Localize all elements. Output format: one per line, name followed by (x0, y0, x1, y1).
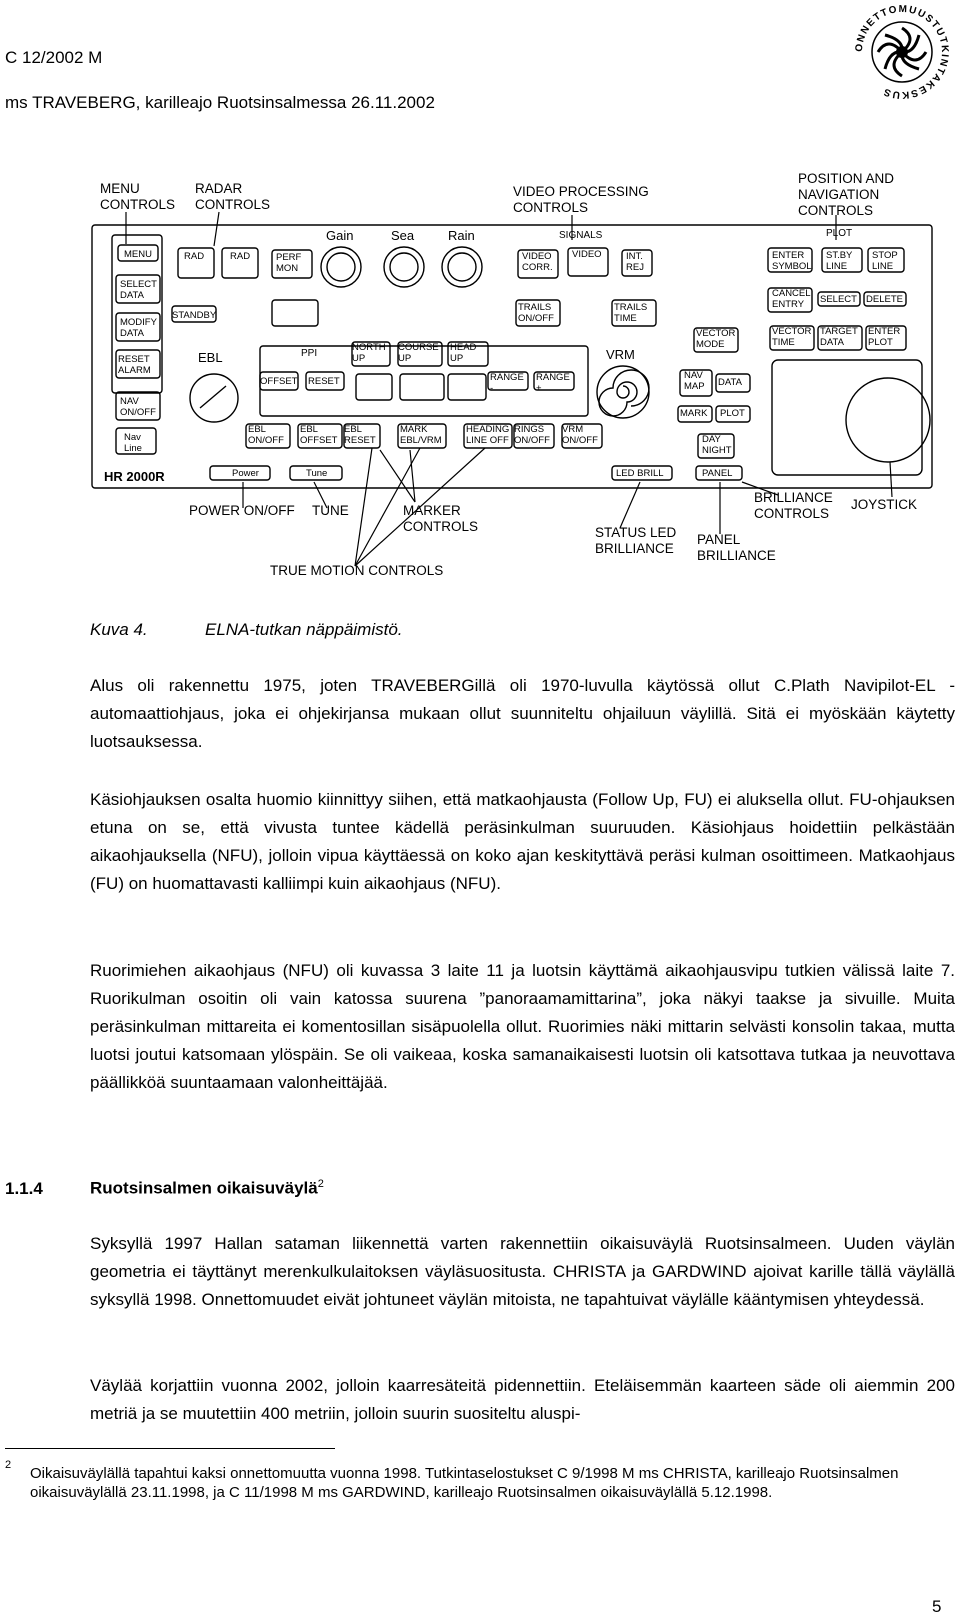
footnote-separator (5, 1448, 335, 1449)
nav-line-button-label: Line (124, 443, 142, 454)
perf-mon-button-label: MON (276, 263, 299, 274)
north-up-button-label: UP (352, 353, 366, 364)
brilliance-controls-callout: BRILLIANCE (754, 490, 833, 505)
position-navigation-callout: CONTROLS (798, 203, 874, 218)
marker-controls-callout: MARKER (403, 503, 461, 518)
power-onoff-callout: POWER ON/OFF (189, 503, 295, 518)
nav-onoff-button-label: NAV (120, 396, 139, 407)
heading-line-off-button-label: HEADING (466, 424, 510, 435)
int-rej-button-label: INT. (626, 251, 643, 262)
logo-ring-text: ONNETTOMUUSTUTKINTAKESKUS (853, 3, 951, 101)
nav-map-button-label: MAP (684, 381, 705, 392)
gain-knob-inner (327, 253, 355, 281)
rad1-button-label: RAD (184, 251, 205, 262)
ebl-label: EBL (198, 350, 223, 365)
section-title: Ruotsinsalmen oikaisuväylä (90, 1178, 318, 1198)
ppi-label: PPI (301, 348, 318, 359)
page-number: 5 (932, 1597, 942, 1616)
brilliance-controls-callout: CONTROLS (754, 506, 830, 521)
vector-mode-button-label: MODE (696, 339, 725, 350)
reset-button-label: RESET (308, 376, 340, 387)
joystick-housing (772, 360, 922, 475)
panel-brilliance-callout: BRILLIANCE (697, 548, 776, 563)
head-up-button-label: HEAD (450, 342, 477, 353)
section-heading (5, 1178, 324, 1199)
radar-controls-callout: RADAR (195, 181, 243, 196)
modify-data-button-label: MODIFY (120, 317, 157, 328)
perf-mon-button-label: PERF (276, 252, 302, 263)
plot-btn-button-label: PLOT (720, 408, 745, 419)
ebl-onoff-button-label: ON/OFF (248, 435, 284, 446)
head-up-button-label: UP (450, 353, 464, 364)
leader-line-12 (890, 462, 892, 497)
paragraph-fairway: Syksyllä 1997 Hallan sataman liikennettä varten rakennettiin oikaisuväylä Ruotsinsalmeen. Uuden väylän geometria ei täyttänyt merenkulkulaitoksen väyläsuositusta. CHRISTA ja GARDWIND ajoivat karille tällä väylällä syksyllä 1998. Onnettomuudet eivät johtuneet väylän mitoista, ne tapahtuivat väylälle kääntymisen yhteydessä. (90, 1234, 955, 1309)
nav-onoff-button-label: ON/OFF (120, 407, 156, 418)
caption-number: Kuva 4. (90, 620, 148, 639)
footnote-text: Oikaisuväylällä tapahtui kaksi onnettomuutta vuonna 1998. Tutkintaselostukset C 9/1998 M ms CHRISTA, karilleajo Ruotsinsalmen oikaisuväylällä 23.11.1998, ja C 11/1998 M ms GARDWIND, karilleajo Ruotsinsalmen oikaisuväylällä 5.12.1998. (30, 1465, 899, 1501)
paragraph-autopilot: Alus oli rakennettu 1975, joten TRAVEBERGillä oli 1970-luvulla käytössä ollut C.Plath Navipilot-EL -automaattiohjaus, joka ei ohjekirjansa mukaan ollut suunniteltu ohjailuun väylillä. Sitä ei myöskään käytetty luotsauksessa. (90, 676, 955, 751)
reset-alarm-button-label: ALARM (118, 365, 151, 376)
nav-line-button-label: Nav (124, 432, 141, 443)
trails-onoff-button-label: TRAILS (518, 302, 552, 313)
sea-label: Sea (391, 228, 415, 243)
section-number: 1.1.4 (5, 1178, 43, 1198)
signals-label: SIGNALS (559, 230, 603, 241)
paragraph-correction: Väylää korjattiin vuonna 2002, jolloin kaarresäteitä pidennettiin. Eteläisemmän kaarteen säde oli aiemmin 200 metriä ja se muutettiin 400 metriin, jolloin suurin suositeltu aluspi- (90, 1376, 955, 1423)
panel-brilliance-callout: PANEL (697, 532, 741, 547)
mark-button-label: MARK (680, 408, 708, 419)
tune-button-label: Tune (306, 468, 328, 479)
day-night-button-label: DAY (702, 434, 721, 445)
rings-onoff-button-label: RINGS (514, 424, 545, 435)
modify-data-button-label: DATA (120, 328, 144, 339)
status-led-callout: BRILLIANCE (595, 541, 674, 556)
enter-plot-button-label: ENTER (868, 326, 901, 337)
int-rej-button-label: REJ (626, 262, 644, 273)
joystick-callout: JOYSTICK (851, 497, 918, 512)
document-subtitle: ms TRAVEBERG, karilleajo Ruotsinsalmessa 26.11.2002 (5, 93, 435, 112)
status-led-callout: STATUS LED (595, 525, 677, 540)
gain-label: Gain (326, 228, 354, 243)
tune-callout: TUNE (312, 503, 349, 518)
ebl-offset-button-label: EBL (300, 424, 318, 435)
trails-time-button-label: TIME (614, 313, 637, 324)
document-code: C 12/2002 M (5, 48, 103, 67)
vrm-onoff-button-label: ON/OFF (562, 435, 598, 446)
range-minus-button-label: - (490, 383, 494, 394)
course-up-button-label: UP (398, 353, 412, 364)
trails-onoff-button-label: ON/OFF (518, 313, 554, 324)
select-data-button-label: DATA (120, 290, 144, 301)
ebl-offset-button-label: OFFSET (300, 435, 338, 446)
leader-line-13 (355, 448, 372, 566)
range-minus-button-label: RANGE (490, 372, 524, 383)
select-data-button-label: SELECT (120, 279, 157, 290)
rain-label: Rain (448, 228, 475, 243)
cancel-entry-button-label: CANCEL (772, 288, 811, 299)
blank-key-1[interactable] (356, 374, 392, 400)
course-up-button-label: COURSE (398, 342, 439, 353)
footnote-reference: 2 (317, 1178, 324, 1190)
mark-ebl-vrm-button-label: EBL/VRM (400, 435, 442, 446)
select-button-label: SELECT (820, 294, 857, 305)
enter-symbol-button-label: SYMBOL (772, 261, 812, 272)
video-button-label: VIDEO (572, 249, 602, 260)
true-motion-callout: TRUE MOTION CONTROLS (270, 563, 444, 578)
blank-key-2[interactable] (400, 374, 444, 400)
figure-caption (90, 620, 403, 640)
rings-onoff-button-label: ON/OFF (514, 435, 550, 446)
plot-label: PLOT (826, 228, 853, 239)
target-data-button-label: TARGET (820, 326, 858, 337)
paragraph-hand-steering: Käsiohjauksen osalta huomio kiinnittyy siihen, että matkaohjausta (Follow Up, FU) ei aluksella ollut. FU-ohjauksen etuna on se, että vivusta tuntee kädellä peräsinkulman suuruuden. Käsiohjaus hoidettiin pelkästään aikaohjauksella (NFU), jolloin vipua käyttäessä on koko ajan keskityttävä peräsi kulman osoittimeen. Matkaohjaus (FU) on huomattavasti kalliimpi kuin aikaohjaus (NFU). (90, 790, 955, 893)
delete-button-label: DELETE (866, 294, 903, 305)
stby-line-button-label: ST.BY (826, 250, 853, 261)
standby-button-label: STANDBY (172, 310, 217, 321)
video-corr-button-label: CORR. (522, 262, 553, 273)
sea-knob-inner (390, 253, 418, 281)
marker-controls-callout: CONTROLS (403, 519, 479, 534)
stby-line-button-label: LINE (826, 261, 848, 272)
vrm-knob-spiral (599, 370, 649, 416)
radar-controls-callout: CONTROLS (195, 197, 271, 212)
panel-button-label: PANEL (702, 468, 733, 479)
model-label: HR 2000R (104, 469, 165, 484)
range-plus-button-label: RANGE (536, 372, 570, 383)
ebl-knob-pointer (200, 386, 226, 408)
leader-line-9 (620, 482, 640, 528)
target-data-button-label: DATA (820, 337, 844, 348)
radar-keyboard-figure (0, 0, 960, 620)
ebl-reset-button-label: EBL (344, 424, 362, 435)
vrm-onoff-button-label: VRM (562, 424, 584, 435)
caption-text: ELNA-tutkan näppäimistö. (205, 620, 403, 639)
joystick-ball (846, 378, 930, 462)
blank-key-3[interactable] (448, 374, 486, 400)
led-brill-button-label: LED BRILL (616, 468, 664, 479)
stop-line-button-label: LINE (872, 261, 894, 272)
menu-controls-callout: MENU (100, 181, 140, 196)
leader-line-2 (214, 212, 219, 246)
nav-map-button-label: NAV (684, 370, 703, 381)
menu-controls-callout: CONTROLS (100, 197, 176, 212)
menu-button-label: MENU (124, 249, 152, 260)
offset-button-label: OFFSET (260, 376, 298, 387)
ebl-knob (190, 374, 238, 422)
mark-ebl-vrm-button-label: MARK (400, 424, 428, 435)
vrm-label: VRM (606, 347, 635, 362)
blank-key-4[interactable] (272, 300, 318, 326)
rad2-button-label: RAD (230, 251, 251, 262)
footnote-mark: 2 (5, 1459, 12, 1471)
video-processing-callout: VIDEO PROCESSING (513, 184, 649, 199)
power-button-label: Power (232, 468, 259, 479)
enter-symbol-button-label: ENTER (772, 250, 805, 261)
video-processing-callout: CONTROLS (513, 200, 589, 215)
data-button-label: DATA (718, 377, 742, 388)
paragraph-rudder-indicator: Ruorimiehen aikaohjaus (NFU) oli kuvassa 3 laite 11 ja luotsin käyttämä aikaohjausvipu tutkien välissä laite 7. Ruorikulman osoitin oli vain katossa suurena ”panoraamamittarina”, joka näkyi taakse ja sivuille. Muita peräsinkulman mittareita ei komentosillan sisäpuolella ollut. Ruorimies näki mittarin selvästi konsolin takaa, mutta luotsi joutui katsomaan ylöspäin. Se oli vaikeaa, koska samanaikaisesti luotsin oli katsottava tutkaa ja neuvottava päällikköä suuntaamaan valonheittäjää. (90, 961, 955, 1092)
position-navigation-callout: NAVIGATION (798, 187, 880, 202)
ebl-reset-button-label: RESET (344, 435, 376, 446)
day-night-button-label: NIGHT (702, 445, 732, 456)
cancel-entry-button-label: ENTRY (772, 299, 805, 310)
north-up-button-label: NORTH (352, 342, 386, 353)
rain-knob-inner (448, 253, 476, 281)
vector-time-button-label: VECTOR (772, 326, 812, 337)
stop-line-button-label: STOP (872, 250, 898, 261)
vector-mode-button-label: VECTOR (696, 328, 736, 339)
enter-plot-button-label: PLOT (868, 337, 893, 348)
reset-alarm-button-label: RESET (118, 354, 150, 365)
range-plus-button-label: + (536, 383, 542, 394)
ebl-onoff-button-label: EBL (248, 424, 266, 435)
position-navigation-callout: POSITION AND (798, 171, 895, 186)
heading-line-off-button-label: LINE OFF (466, 435, 509, 446)
video-corr-button-label: VIDEO (522, 251, 552, 262)
vector-time-button-label: TIME (772, 337, 795, 348)
trails-time-button-label: TRAILS (614, 302, 648, 313)
leader-line-7 (380, 450, 415, 502)
